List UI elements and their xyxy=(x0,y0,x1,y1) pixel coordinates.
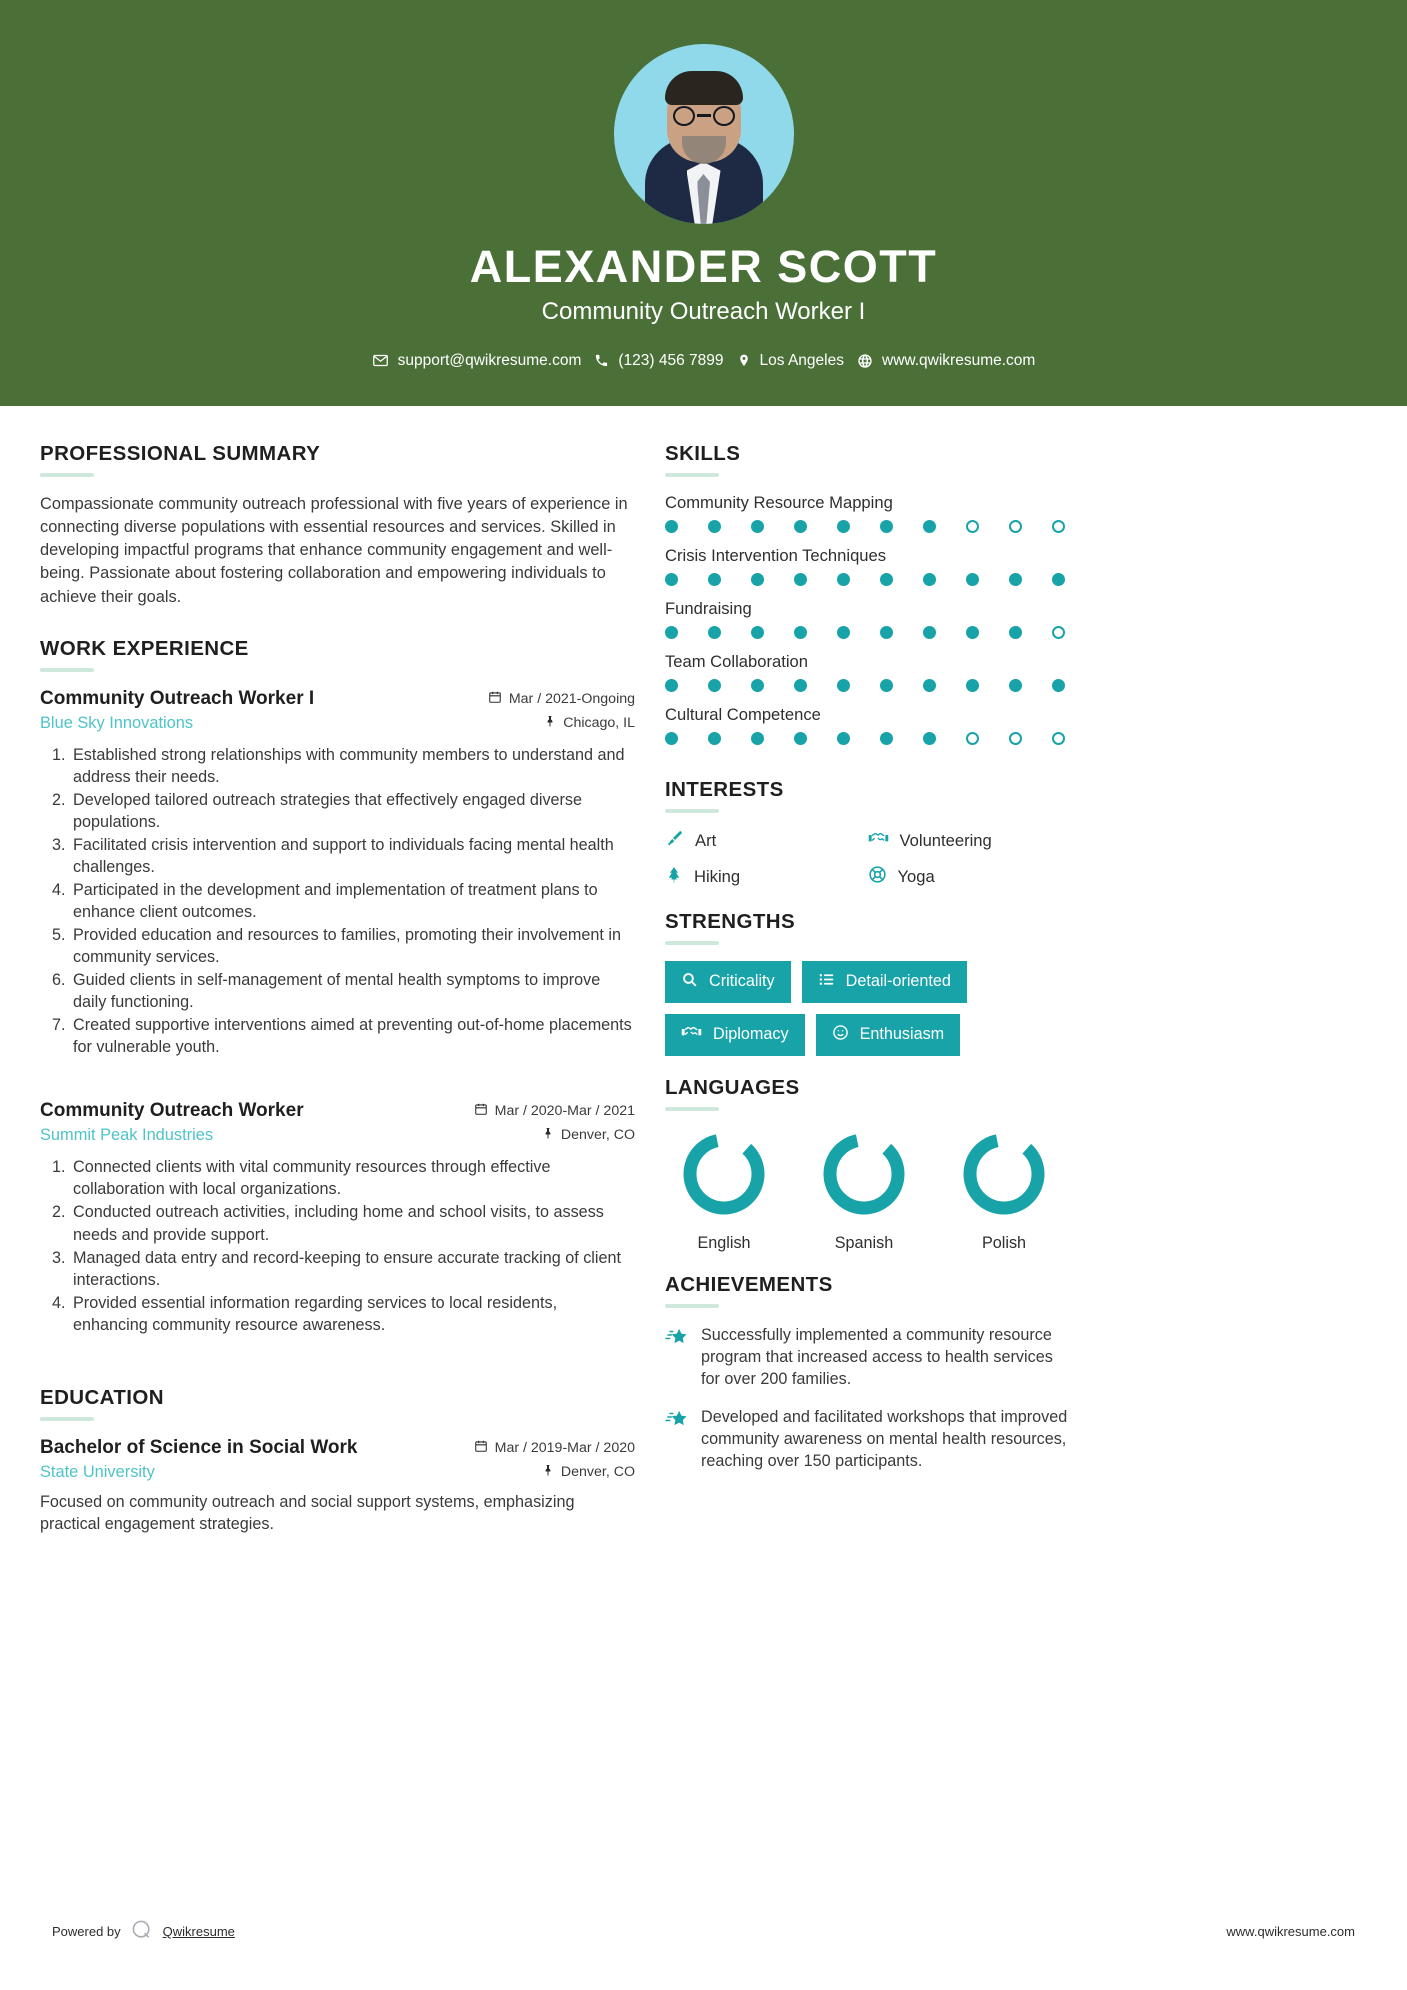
shooting-star-icon xyxy=(665,1327,688,1390)
list-item: 1. Established strong relationships with community members to understand and address their needs. xyxy=(70,744,635,788)
skill-dot-filled xyxy=(966,573,979,586)
calendar-icon xyxy=(488,690,502,708)
contact-email[interactable] xyxy=(372,352,582,370)
globe-icon xyxy=(857,353,873,369)
skill-dot-filled xyxy=(837,679,850,692)
section-professional-summary xyxy=(40,442,635,609)
handshake-icon xyxy=(868,829,889,853)
summary-text: Compassionate community outreach professional with five years of experience in connecting diverse populations with essential resources and services. Skilled in developing impactful programs that enhance community engagement and well-being. Passionate about fostering collaboration and empowering individuals to achieve their goals. xyxy=(40,494,628,606)
language-donut xyxy=(805,1127,923,1226)
strength-chip-diplomacy xyxy=(665,1014,805,1056)
language-item-english xyxy=(665,1127,783,1253)
skill-row xyxy=(665,652,1070,692)
interest-item-hiking xyxy=(665,865,868,890)
job-bullet-list xyxy=(40,744,635,1058)
education-heading: EDUCATION xyxy=(40,1385,164,1409)
skill-dot-empty xyxy=(966,520,979,533)
skill-dot-filled xyxy=(665,732,678,745)
job-role: Community Outreach Worker xyxy=(40,1100,304,1122)
strength-label: Detail-oriented xyxy=(845,972,951,990)
skill-dot-filled xyxy=(966,679,979,692)
pushpin-icon xyxy=(544,714,556,732)
skill-dot-filled xyxy=(923,732,936,745)
magnifier-icon xyxy=(681,971,698,993)
skill-dot-filled xyxy=(794,626,807,639)
skill-rating xyxy=(665,573,1065,586)
list-item: 6. Guided clients in self-management of mental health symptoms to improve daily functioning. xyxy=(70,969,635,1013)
job-dates xyxy=(474,1102,635,1120)
skill-row xyxy=(665,705,1070,745)
achievement-text: Successfully implemented a community resource program that increased access to health services for over 200 families. xyxy=(701,1325,1053,1388)
phone-icon xyxy=(594,353,609,368)
job-company: Summit Peak Industries xyxy=(40,1126,214,1145)
resume-body xyxy=(0,406,1407,1537)
language-label: Polish xyxy=(981,1233,1027,1252)
skill-dot-filled xyxy=(837,573,850,586)
section-interests xyxy=(665,778,1070,890)
list-item: 3. Managed data entry and record-keeping to ensure accurate tracking of client interactions. xyxy=(70,1247,635,1291)
header-job-title: Community Outreach Worker I xyxy=(541,297,866,325)
job-dates-text: Mar / 2021-Ongoing xyxy=(508,690,635,707)
skill-dot-filled xyxy=(1052,573,1065,586)
strength-chip-criticality xyxy=(665,961,791,1003)
interest-label: Yoga xyxy=(897,867,935,886)
job-location xyxy=(544,714,635,732)
skill-dot-filled xyxy=(1009,626,1022,639)
handshake-icon xyxy=(681,1024,702,1046)
skill-dot-filled xyxy=(966,626,979,639)
skill-label: Fundraising xyxy=(665,598,752,618)
skill-dot-filled xyxy=(837,626,850,639)
skill-dot-filled xyxy=(837,732,850,745)
skill-dot-filled xyxy=(708,679,721,692)
skill-dot-empty xyxy=(1009,732,1022,745)
right-column xyxy=(665,442,1070,1537)
skill-dot-filled xyxy=(1009,679,1022,692)
achievements-heading: ACHIEVEMENTS xyxy=(665,1272,833,1296)
skill-dot-filled xyxy=(923,679,936,692)
job-dates xyxy=(488,690,635,708)
skill-rating xyxy=(665,626,1065,639)
avatar-glasses-icon xyxy=(671,106,737,126)
language-item-spanish xyxy=(805,1127,923,1253)
envelope-icon xyxy=(372,352,389,369)
list-item: 1. Connected clients with vital community resources through effective collaboration with local organizations. xyxy=(70,1156,635,1200)
job-location-text: Chicago, IL xyxy=(563,714,635,731)
list-item: 4. Provided essential information regarding services to local residents, enhancing community resource awareness. xyxy=(70,1292,635,1336)
experience-entry xyxy=(40,1100,635,1335)
education-dates-text: Mar / 2019-Mar / 2020 xyxy=(494,1439,635,1456)
skill-row xyxy=(665,599,1070,639)
experience-entry xyxy=(40,688,635,1058)
list-item: 5. Provided education and resources to families, promoting their involvement in community services. xyxy=(70,924,635,968)
powered-by-label: Powered by xyxy=(52,1924,121,1939)
skill-dot-empty xyxy=(966,732,979,745)
skill-label: Crisis Intervention Techniques xyxy=(665,545,887,565)
interest-label: Art xyxy=(695,830,717,850)
section-rule xyxy=(40,668,94,672)
skill-dot-filled xyxy=(837,520,850,533)
section-skills xyxy=(665,442,1070,745)
interests-heading: INTERESTS xyxy=(665,777,784,801)
skill-dot-filled xyxy=(880,626,893,639)
skill-label: Team Collaboration xyxy=(665,651,808,671)
skill-dot-filled xyxy=(794,573,807,586)
skill-dot-filled xyxy=(923,520,936,533)
contact-phone[interactable] xyxy=(594,352,723,370)
skill-dot-filled xyxy=(794,732,807,745)
languages-heading: LANGUAGES xyxy=(665,1075,800,1099)
job-role: Community Outreach Worker I xyxy=(40,687,315,709)
language-donut xyxy=(945,1127,1063,1226)
skill-dot-filled xyxy=(708,520,721,533)
list-icon xyxy=(818,971,835,993)
section-rule xyxy=(40,473,94,477)
contact-location-text: Los Angeles xyxy=(759,351,844,369)
skill-dot-filled xyxy=(923,573,936,586)
contact-location xyxy=(737,352,844,370)
section-education xyxy=(40,1386,635,1536)
section-rule xyxy=(40,1417,94,1421)
education-dates xyxy=(474,1439,635,1457)
avatar-hair xyxy=(665,71,743,105)
achievement-item xyxy=(665,1406,1070,1472)
skill-dot-filled xyxy=(923,626,936,639)
tree-icon xyxy=(665,865,683,890)
list-item: 3. Facilitated crisis intervention and support to individuals facing mental health challenges. xyxy=(70,834,635,878)
skill-dot-filled xyxy=(751,520,764,533)
section-achievements xyxy=(665,1273,1070,1472)
strength-label: Diplomacy xyxy=(713,1025,789,1043)
language-label: English xyxy=(697,1233,751,1252)
skill-dot-filled xyxy=(1009,573,1022,586)
skill-label: Cultural Competence xyxy=(665,704,821,724)
skill-rating xyxy=(665,520,1065,533)
skill-dot-filled xyxy=(751,732,764,745)
skill-dot-filled xyxy=(1052,679,1065,692)
smiley-icon xyxy=(832,1024,849,1046)
qwikresume-link[interactable]: Qwikresume xyxy=(162,1924,235,1939)
page-footer xyxy=(0,1919,1407,1990)
map-pin-icon xyxy=(737,352,751,369)
language-label: Spanish xyxy=(834,1233,894,1252)
avatar xyxy=(614,44,794,224)
skill-dot-empty xyxy=(1052,732,1065,745)
skill-label: Community Resource Mapping xyxy=(665,492,893,512)
interest-item-volunteering xyxy=(868,829,1071,853)
contact-phone-text: (123) 456 7899 xyxy=(618,351,724,369)
skill-dot-filled xyxy=(708,732,721,745)
life-ring-icon xyxy=(868,865,887,889)
interest-item-yoga xyxy=(868,865,1071,890)
skill-dot-filled xyxy=(880,573,893,586)
skill-dot-empty xyxy=(1052,626,1065,639)
calendar-icon xyxy=(474,1102,488,1120)
skill-dot-filled xyxy=(665,679,678,692)
skill-dot-empty xyxy=(1009,520,1022,533)
section-languages xyxy=(665,1076,1070,1253)
contact-website[interactable] xyxy=(857,352,1035,370)
skill-row xyxy=(665,546,1070,586)
powered-by-block xyxy=(52,1919,235,1944)
experience-heading: WORK EXPERIENCE xyxy=(40,636,249,660)
language-item-polish xyxy=(945,1127,1063,1253)
job-company: Blue Sky Innovations xyxy=(40,713,194,732)
achievement-item xyxy=(665,1324,1070,1390)
interest-label: Hiking xyxy=(694,867,741,886)
list-item: 2. Developed tailored outreach strategies that effectively engaged diverse populations. xyxy=(70,789,635,833)
skill-dot-filled xyxy=(880,679,893,692)
pushpin-icon xyxy=(542,1126,554,1144)
skill-dot-filled xyxy=(751,626,764,639)
skill-dot-filled xyxy=(751,679,764,692)
interest-label: Volunteering xyxy=(899,830,992,850)
skill-dot-filled xyxy=(665,626,678,639)
skill-dot-filled xyxy=(665,520,678,533)
skill-dot-filled xyxy=(708,626,721,639)
skill-rating xyxy=(665,732,1065,745)
job-location-text: Denver, CO xyxy=(560,1127,635,1144)
qwikresume-logo-icon xyxy=(131,1919,153,1944)
paintbrush-icon xyxy=(665,829,684,853)
strength-chip-detail-oriented xyxy=(802,961,967,1003)
achievement-text: Developed and facilitated workshops that improved community awareness on mental health resources, reaching over 150 participants. xyxy=(701,1407,1068,1470)
skill-dot-filled xyxy=(708,573,721,586)
shooting-star-icon xyxy=(665,1409,688,1472)
left-column xyxy=(40,442,635,1537)
section-strengths xyxy=(665,910,1070,1056)
strength-label: Criticality xyxy=(709,972,775,990)
strength-label: Enthusiasm xyxy=(859,1025,945,1043)
education-degree: Bachelor of Science in Social Work xyxy=(40,1436,358,1458)
strengths-heading: STRENGTHS xyxy=(665,909,796,933)
section-work-experience xyxy=(40,637,635,1336)
section-rule xyxy=(665,473,719,477)
section-rule xyxy=(665,1304,719,1308)
skill-dot-filled xyxy=(665,573,678,586)
contact-website-text: www.qwikresume.com xyxy=(882,351,1036,369)
pushpin-icon xyxy=(542,1463,554,1481)
skill-row xyxy=(665,493,1070,533)
list-item: 4. Participated in the development and implementation of treatment plans to enhance client outcomes. xyxy=(70,879,635,923)
strength-chip-enthusiasm xyxy=(816,1014,961,1056)
section-rule xyxy=(665,941,719,945)
list-item: 7. Created supportive interventions aimed at preventing out-of-home placements for vulnerable youth. xyxy=(70,1014,635,1058)
skill-dot-filled xyxy=(880,732,893,745)
skill-dot-filled xyxy=(751,573,764,586)
skill-dot-filled xyxy=(794,520,807,533)
language-donut xyxy=(665,1127,783,1226)
section-rule xyxy=(665,809,719,813)
skill-rating xyxy=(665,679,1065,692)
education-location-text: Denver, CO xyxy=(560,1463,635,1480)
page-title: ALEXANDER SCOTT xyxy=(469,241,938,292)
summary-heading: PROFESSIONAL SUMMARY xyxy=(40,441,321,465)
section-rule xyxy=(665,1107,719,1111)
skill-dot-filled xyxy=(880,520,893,533)
list-item: 2. Conducted outreach activities, including home and school visits, to assess needs and provide support. xyxy=(70,1201,635,1245)
resume-header xyxy=(0,0,1407,406)
skill-dot-empty xyxy=(1052,520,1065,533)
skill-dot-filled xyxy=(794,679,807,692)
calendar-icon xyxy=(474,1439,488,1457)
contact-email-text: support@qwikresume.com xyxy=(397,351,582,369)
interest-item-art xyxy=(665,829,868,853)
job-dates-text: Mar / 2020-Mar / 2021 xyxy=(494,1103,635,1120)
education-description: Focused on community outreach and social support systems, emphasizing practical engagement strategies. xyxy=(40,1492,575,1534)
job-location xyxy=(542,1126,635,1144)
skills-heading: SKILLS xyxy=(665,441,741,465)
contact-row xyxy=(0,352,1407,370)
job-bullet-list xyxy=(40,1156,635,1335)
education-location xyxy=(542,1463,635,1481)
education-school: State University xyxy=(40,1462,155,1481)
footer-url: www.qwikresume.com xyxy=(1226,1924,1355,1939)
